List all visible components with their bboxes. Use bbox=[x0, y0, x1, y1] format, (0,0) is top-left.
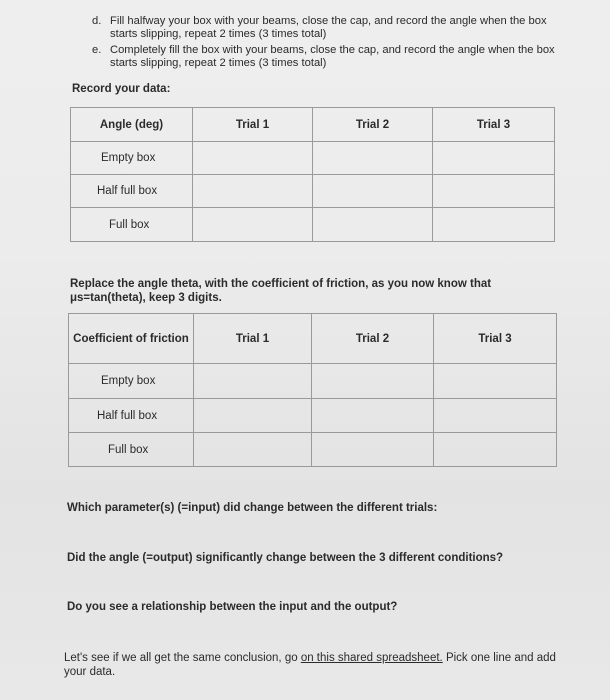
data-cell[interactable] bbox=[194, 364, 312, 399]
data-cell[interactable] bbox=[313, 142, 433, 175]
row-label-full-box: Full box bbox=[71, 208, 193, 242]
data-cell[interactable] bbox=[312, 433, 434, 467]
final-instruction bbox=[64, 651, 564, 679]
data-cell[interactable] bbox=[193, 142, 313, 175]
instruction-letter: d. bbox=[92, 15, 102, 27]
data-cell[interactable] bbox=[433, 142, 555, 175]
final-text-before: Let's see if we all get the same conclusion, go bbox=[64, 652, 301, 664]
data-cell[interactable] bbox=[194, 399, 312, 433]
header-trial-2: Trial 2 bbox=[312, 314, 434, 364]
header-trial-1: Trial 1 bbox=[193, 108, 313, 142]
table-row bbox=[69, 364, 557, 399]
data-cell[interactable] bbox=[434, 364, 557, 399]
final-text-after: Pick one line and add your data. bbox=[64, 652, 556, 678]
table-header-row bbox=[69, 314, 557, 364]
header-coefficient: Coefficient of friction bbox=[69, 314, 194, 364]
row-label-half-full-box: Half full box bbox=[69, 399, 194, 433]
row-label-empty-box: Empty box bbox=[71, 142, 193, 175]
question-relationship: Do you see a relationship between the input and the output? bbox=[67, 601, 398, 613]
table-row bbox=[71, 142, 555, 175]
question-angle-change: Did the angle (=output) significantly change between the 3 different conditions? bbox=[67, 552, 504, 564]
instruction-text: Fill halfway your box with your beams, close the cap, and record the angle when the box starts slipping, repeat 2 times (3 times total) bbox=[110, 15, 547, 40]
data-cell[interactable] bbox=[193, 208, 313, 242]
instruction-letter: e. bbox=[92, 44, 102, 56]
data-cell[interactable] bbox=[434, 433, 557, 467]
replace-instruction: Replace the angle theta, with the coefficient of friction, as you now know that μs=tan(theta), keep 3 digits. bbox=[70, 278, 492, 304]
header-trial-3: Trial 3 bbox=[433, 108, 555, 142]
data-cell[interactable] bbox=[433, 175, 555, 208]
instruction-text: Completely fill the box with your beams, close the cap, and record the angle when the box starts slipping, repeat 2 times (3 times total) bbox=[110, 44, 555, 69]
header-trial-2: Trial 2 bbox=[313, 108, 433, 142]
data-cell[interactable] bbox=[433, 208, 555, 242]
data-cell[interactable] bbox=[313, 208, 433, 242]
data-cell[interactable] bbox=[194, 433, 312, 467]
record-data-label: Record your data: bbox=[72, 83, 171, 95]
row-label-empty-box: Empty box bbox=[69, 364, 194, 399]
header-angle: Angle (deg) bbox=[71, 108, 193, 142]
instruction-e bbox=[92, 44, 572, 70]
friction-table bbox=[68, 313, 557, 467]
data-cell[interactable] bbox=[434, 399, 557, 433]
data-cell[interactable] bbox=[313, 175, 433, 208]
row-label-full-box: Full box bbox=[69, 433, 194, 467]
spreadsheet-link[interactable]: on this shared spreadsheet. bbox=[300, 652, 443, 664]
table-row bbox=[69, 433, 557, 467]
header-trial-3: Trial 3 bbox=[434, 314, 557, 364]
table-row bbox=[71, 175, 555, 208]
angle-table bbox=[70, 107, 555, 242]
row-label-half-full-box: Half full box bbox=[71, 175, 193, 208]
data-cell[interactable] bbox=[312, 399, 434, 433]
table-row bbox=[69, 399, 557, 433]
table-header-row bbox=[71, 108, 555, 142]
instruction-list bbox=[92, 15, 572, 73]
instruction-d bbox=[92, 15, 572, 41]
data-cell[interactable] bbox=[312, 364, 434, 399]
data-cell[interactable] bbox=[193, 175, 313, 208]
header-trial-1: Trial 1 bbox=[194, 314, 312, 364]
table-row bbox=[71, 208, 555, 242]
question-input-parameters: Which parameter(s) (=input) did change between the different trials: bbox=[67, 502, 438, 514]
